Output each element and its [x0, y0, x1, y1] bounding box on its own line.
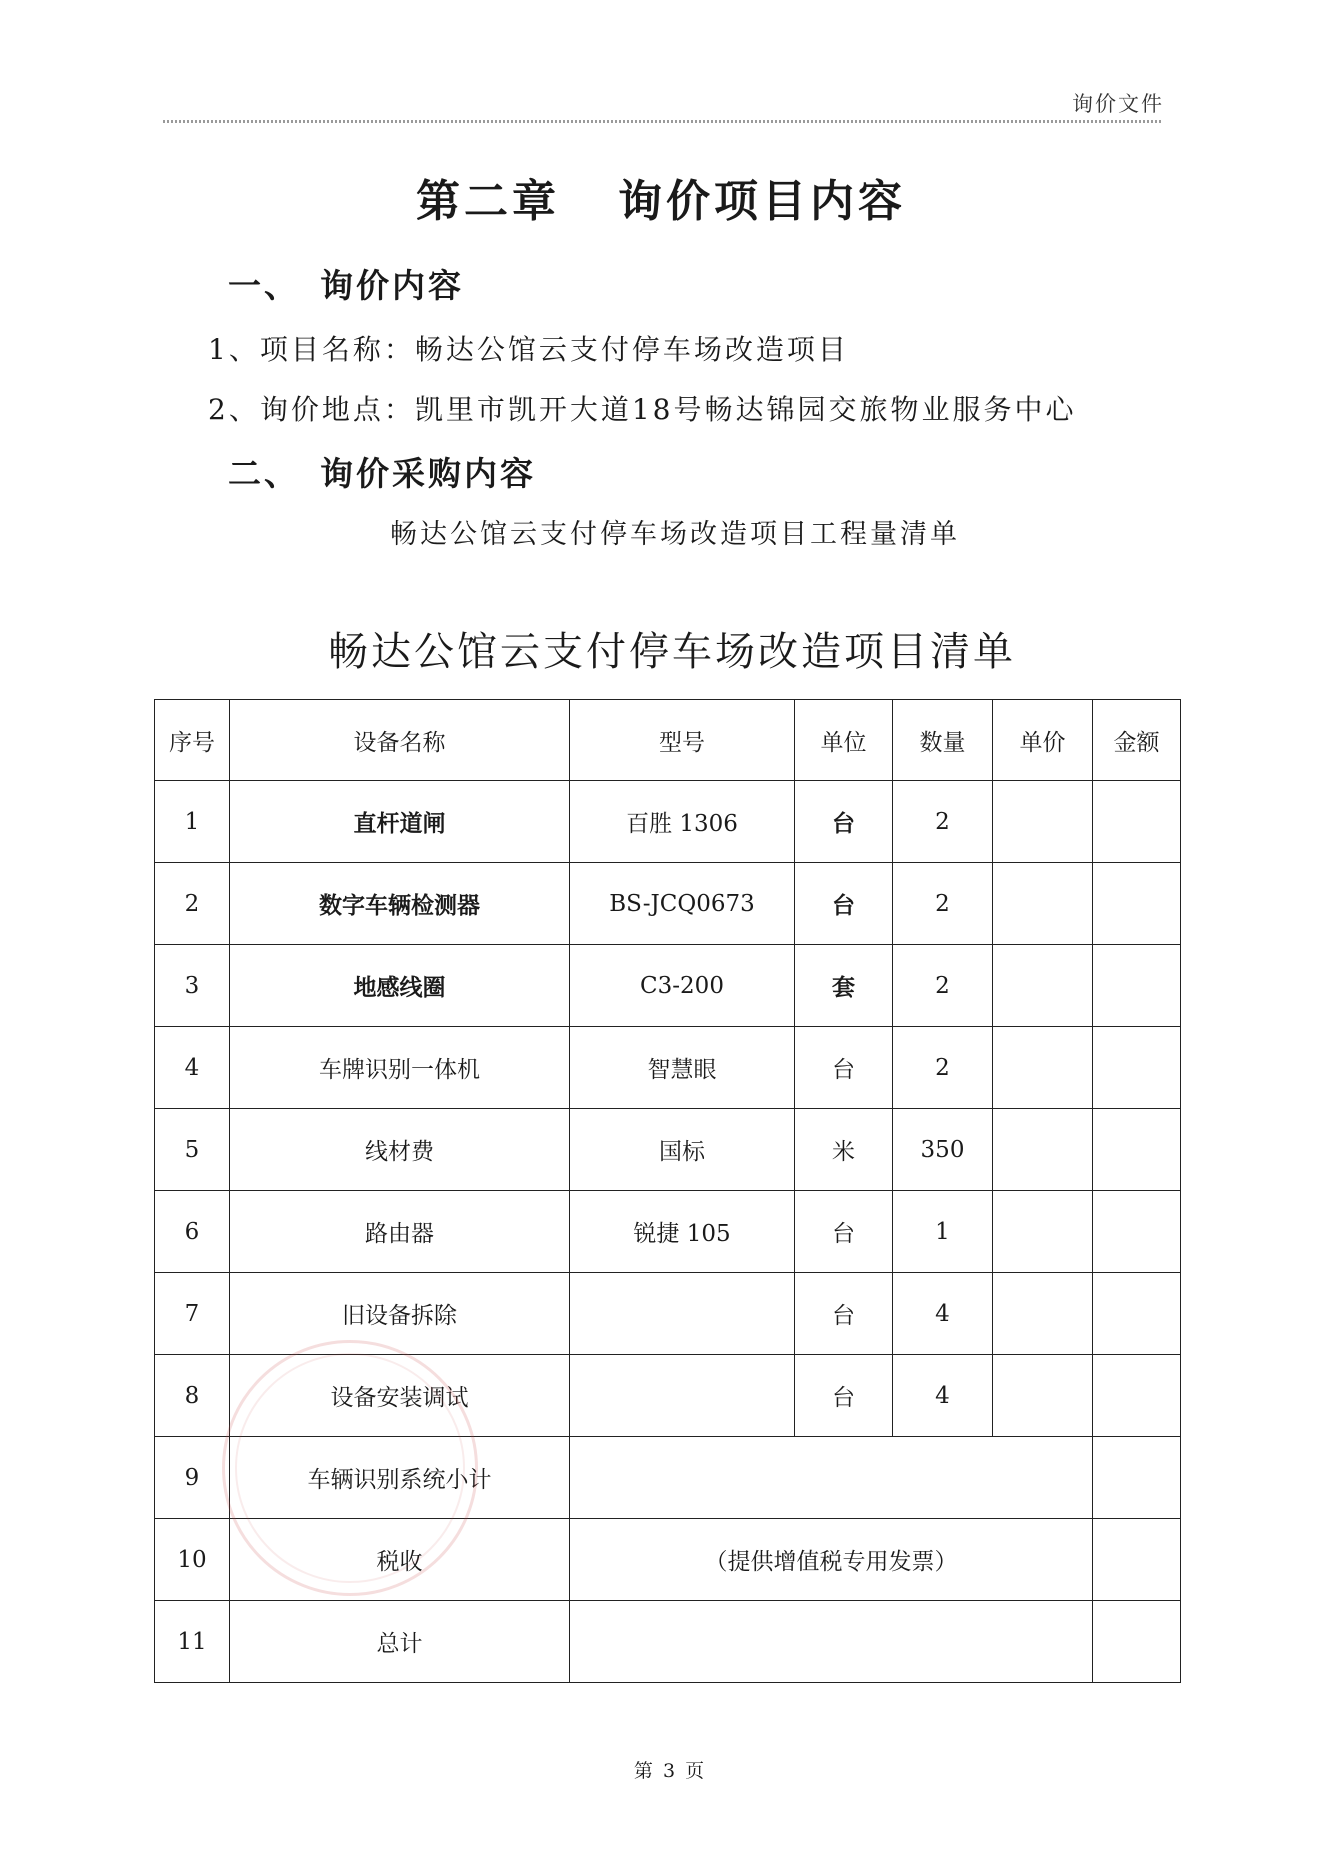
- row-price: [993, 1191, 1093, 1273]
- row-no: 7: [155, 1273, 230, 1355]
- equipment-table: [154, 699, 1181, 1683]
- section-heading-1: [228, 260, 464, 307]
- header-no: 序号: [155, 700, 230, 781]
- row-amount: [1093, 1355, 1181, 1437]
- table-header-row: [155, 700, 1181, 781]
- project-name-line: 1、项目名称：畅达公馆云支付停车场改造项目: [208, 333, 849, 366]
- row-amount: [1093, 863, 1181, 945]
- row-no: 4: [155, 1027, 230, 1109]
- tax-note: （提供增值税专用发票）: [570, 1519, 1093, 1601]
- row-amount: [1093, 1109, 1181, 1191]
- row-amount: [1093, 945, 1181, 1027]
- row-name: 线材费: [230, 1109, 570, 1191]
- row-model: [570, 1273, 795, 1355]
- row-name: 车牌识别一体机: [230, 1027, 570, 1109]
- bill-of-quantities-caption: 畅达公馆云支付停车场改造项目工程量清单: [390, 519, 960, 550]
- section-2-number: 二、: [228, 454, 300, 493]
- subtotal-row: [155, 1437, 1181, 1519]
- row-qty: 2: [893, 945, 993, 1027]
- header-price: 单价: [993, 700, 1093, 781]
- total-amount: [1093, 1601, 1181, 1683]
- row-amount: [1093, 1027, 1181, 1109]
- page-number: 第 3 页: [633, 1760, 707, 1782]
- row-price: [993, 1027, 1093, 1109]
- row-unit: 台: [795, 1273, 893, 1355]
- row-model: BS-JCQ0673: [570, 863, 795, 945]
- row-model: 国标: [570, 1109, 795, 1191]
- row-unit: 台: [795, 1355, 893, 1437]
- row-no: 3: [155, 945, 230, 1027]
- table-row: [155, 945, 1181, 1027]
- row-unit: 套: [795, 945, 893, 1027]
- row-qty: 2: [893, 863, 993, 945]
- row-name: 地感线圈: [230, 945, 570, 1027]
- tax-row: [155, 1519, 1181, 1601]
- header-model: 型号: [570, 700, 795, 781]
- table-row: [155, 1191, 1181, 1273]
- row-no: 8: [155, 1355, 230, 1437]
- row-model: 百胜 1306: [570, 781, 795, 863]
- section-2-title: 询价采购内容: [320, 454, 536, 493]
- total-value: [570, 1601, 1093, 1683]
- row-amount: [1093, 1273, 1181, 1355]
- row-unit: 米: [795, 1109, 893, 1191]
- row-name: 旧设备拆除: [230, 1273, 570, 1355]
- row-qty: 1: [893, 1191, 993, 1273]
- row-amount: [1093, 781, 1181, 863]
- row-price: [993, 1109, 1093, 1191]
- row-qty: 4: [893, 1273, 993, 1355]
- row-name: 路由器: [230, 1191, 570, 1273]
- row-model: C3-200: [570, 945, 795, 1027]
- total-label: 总计: [230, 1601, 570, 1683]
- header-name: 设备名称: [230, 700, 570, 781]
- row-qty: 2: [893, 1027, 993, 1109]
- header-divider: [163, 120, 1163, 123]
- table-row: [155, 863, 1181, 945]
- row-name: 设备安装调试: [230, 1355, 570, 1437]
- chapter-number: 第二章: [416, 176, 560, 227]
- subtotal-no: 9: [155, 1437, 230, 1519]
- row-price: [993, 1273, 1093, 1355]
- row-price: [993, 781, 1093, 863]
- total-row: [155, 1601, 1181, 1683]
- header-amount: 金额: [1093, 700, 1181, 781]
- section-1-title: 询价内容: [320, 266, 464, 305]
- tax-amount: [1093, 1519, 1181, 1601]
- table-row: [155, 1355, 1181, 1437]
- table-row: [155, 1273, 1181, 1355]
- header-label: 询价文件: [1072, 92, 1164, 116]
- row-name: 直杆道闸: [230, 781, 570, 863]
- row-model: [570, 1355, 795, 1437]
- section-1-number: 一、: [228, 266, 300, 305]
- row-qty: 350: [893, 1109, 993, 1191]
- chapter-heading: 询价项目内容: [618, 176, 906, 227]
- subtotal-amount: [1093, 1437, 1181, 1519]
- row-amount: [1093, 1191, 1181, 1273]
- row-unit: 台: [795, 1191, 893, 1273]
- row-name: 数字车辆检测器: [230, 863, 570, 945]
- subtotal-label: 车辆识别系统小计: [230, 1437, 570, 1519]
- row-no: 1: [155, 781, 230, 863]
- row-no: 5: [155, 1109, 230, 1191]
- inquiry-location-line: 2、询价地点：凯里市凯开大道18号畅达锦园交旅物业服务中心: [208, 393, 1077, 426]
- table-title: 畅达公馆云支付停车场改造项目清单: [328, 629, 1016, 675]
- row-unit: 台: [795, 863, 893, 945]
- row-model: 锐捷 105: [570, 1191, 795, 1273]
- row-unit: 台: [795, 781, 893, 863]
- tax-no: 10: [155, 1519, 230, 1601]
- row-price: [993, 863, 1093, 945]
- total-no: 11: [155, 1601, 230, 1683]
- table-row: [155, 1109, 1181, 1191]
- chapter-title: [0, 165, 1322, 229]
- row-price: [993, 945, 1093, 1027]
- tax-label: 税收: [230, 1519, 570, 1601]
- row-no: 2: [155, 863, 230, 945]
- row-qty: 4: [893, 1355, 993, 1437]
- section-heading-2: [228, 448, 536, 495]
- table-row: [155, 781, 1181, 863]
- row-no: 6: [155, 1191, 230, 1273]
- row-qty: 2: [893, 781, 993, 863]
- header-qty: 数量: [893, 700, 993, 781]
- header-unit: 单位: [795, 700, 893, 781]
- subtotal-value: [570, 1437, 1093, 1519]
- row-model: 智慧眼: [570, 1027, 795, 1109]
- table-row: [155, 1027, 1181, 1109]
- row-price: [993, 1355, 1093, 1437]
- row-unit: 台: [795, 1027, 893, 1109]
